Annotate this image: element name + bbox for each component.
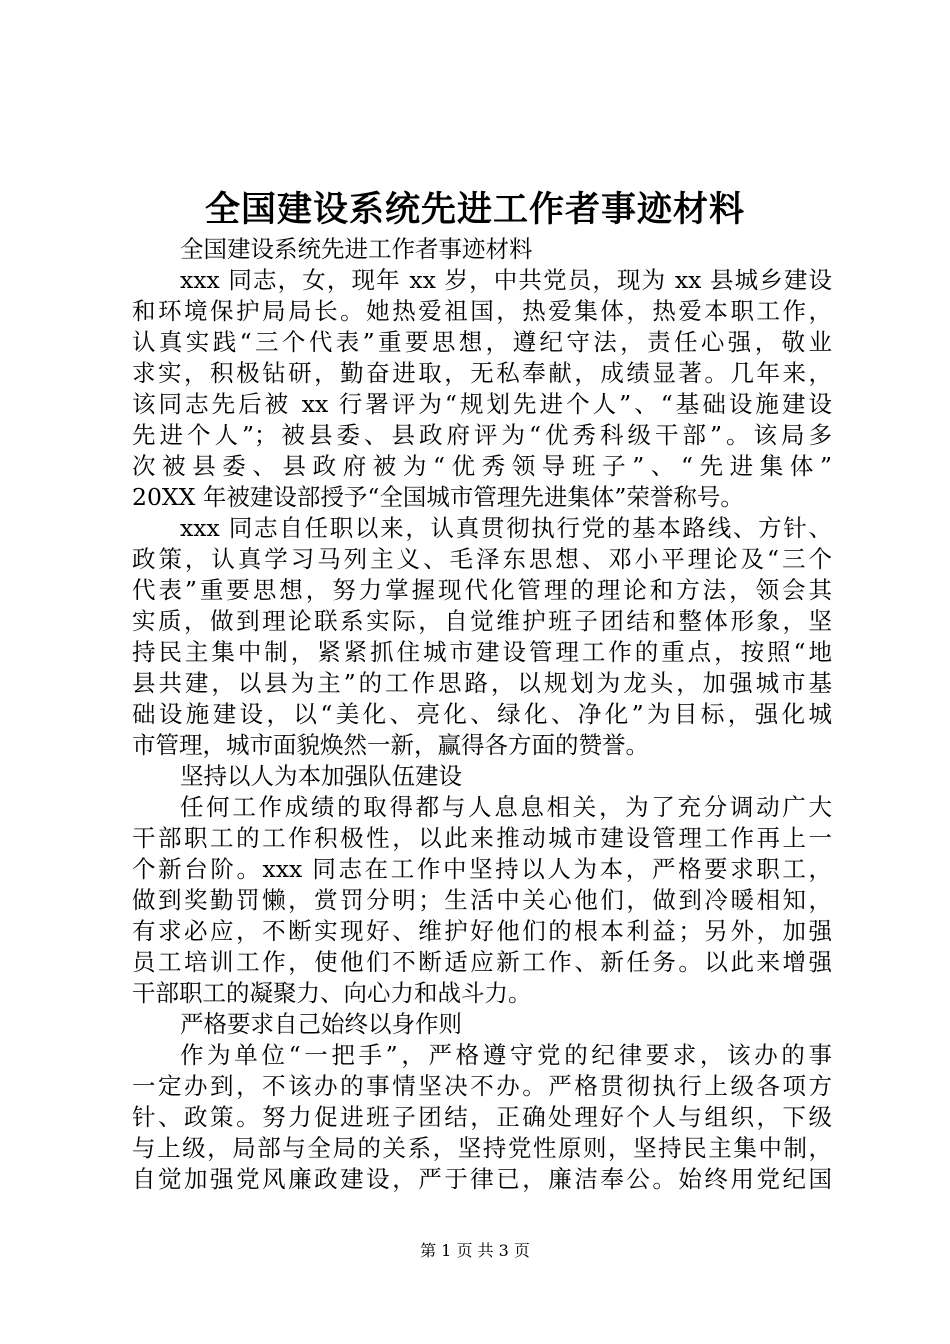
page-footer: 第 1 页 共 3 页 (420, 1241, 530, 1260)
text-line: 实质，做到理论联系实际，自觉维护班子团结和整体形象，坚 (132, 607, 832, 635)
text-line: 干部职工的工作积极性，以此来推动城市建设管理工作再上一 (132, 824, 832, 852)
text-line: 任何工作成绩的取得都与人息息相关，为了充分调动广大 (180, 793, 832, 821)
text-line: 个新台阶。xxx 同志在工作中坚持以人为本，严格要求职工， (132, 855, 832, 883)
text-line: 县共建，以县为主”的工作思路，以规划为龙头，加强城市基 (132, 669, 832, 697)
text-line: 自觉加强党风廉政建设，严于律已，廉洁奉公。始终用党纪国 (132, 1165, 832, 1193)
text-line: 作为单位“一把手”，严格遵守党的纪律要求，该办的事 (180, 1041, 832, 1069)
text-line: xxx 同志，女，现年 xx 岁，中共党员，现为 xx 县城乡建设 (180, 266, 832, 294)
text-line: 求实，积极钻研，勤奋进取，无私奉献，成绩显著。几年来， (132, 359, 832, 387)
text-line: 针、政策。努力促进班子团结，正确处理好个人与组织，下级 (132, 1103, 832, 1131)
text-line: 和环境保护局局长。她热爱祖国，热爱集体，热爱本职工作， (132, 297, 832, 325)
text-line: 做到奖勤罚懒，赏罚分明；生活中关心他们，做到冷暖相知， (132, 886, 832, 914)
text-line: 一定办到，不该办的事情坚决不办。严格贯彻执行上级各项方 (132, 1072, 832, 1100)
text-line: 全国建设系统先进工作者事迹材料 (180, 235, 533, 263)
document-title: 全国建设系统先进工作者事迹材料 (204, 190, 745, 230)
document-body (132, 234, 832, 1195)
text-line: 政策，认真学习马列主义、毛泽东思想、邓小平理论及“三个 (132, 545, 832, 573)
text-line: 员工培训工作，使他们不断适应新工作、新任务。以此来增强 (132, 948, 832, 976)
text-line: 有求必应，不断实现好、维护好他们的根本利益；另外，加强 (132, 917, 832, 945)
text-line: 代表”重要思想，努力掌握现代化管理的理论和方法，领会其 (132, 576, 832, 604)
text-line: 础设施建设，以“美化、亮化、绿化、净化”为目标，强化城 (132, 700, 832, 728)
text-line: 该同志先后被 xx 行署评为“规划先进个人”、“基础设施建设 (132, 390, 832, 418)
text-line: 次被县委、县政府被为“优秀领导班子”、“先进集体” (132, 452, 832, 480)
text-line: 认真实践“三个代表”重要思想，遵纪守法，责任心强，敬业 (132, 328, 832, 356)
text-line: 与上级，局部与全局的关系，坚持党性原则，坚持民主集中制， (132, 1134, 832, 1162)
text-line: xxx 同志自任职以来，认真贯彻执行党的基本路线、方针、 (180, 514, 832, 542)
text-line: 严格要求自己始终以身作则 (180, 1010, 462, 1038)
text-line: 市管理，城市面貌焕然一新，赢得各方面的赞誉。 (132, 731, 649, 759)
text-line: 20XX 年被建设部授予“全国城市管理先进集体”荣誉称号。 (132, 483, 744, 511)
text-line: 先进个人”；被县委、县政府评为“优秀科级干部”。该局多 (132, 421, 832, 449)
text-line: 持民主集中制，紧紧抓住城市建设管理工作的重点，按照“地 (132, 638, 832, 666)
text-line: 干部职工的凝聚力、向心力和战斗力。 (132, 979, 532, 1007)
text-line: 坚持以人为本加强队伍建设 (180, 762, 462, 790)
